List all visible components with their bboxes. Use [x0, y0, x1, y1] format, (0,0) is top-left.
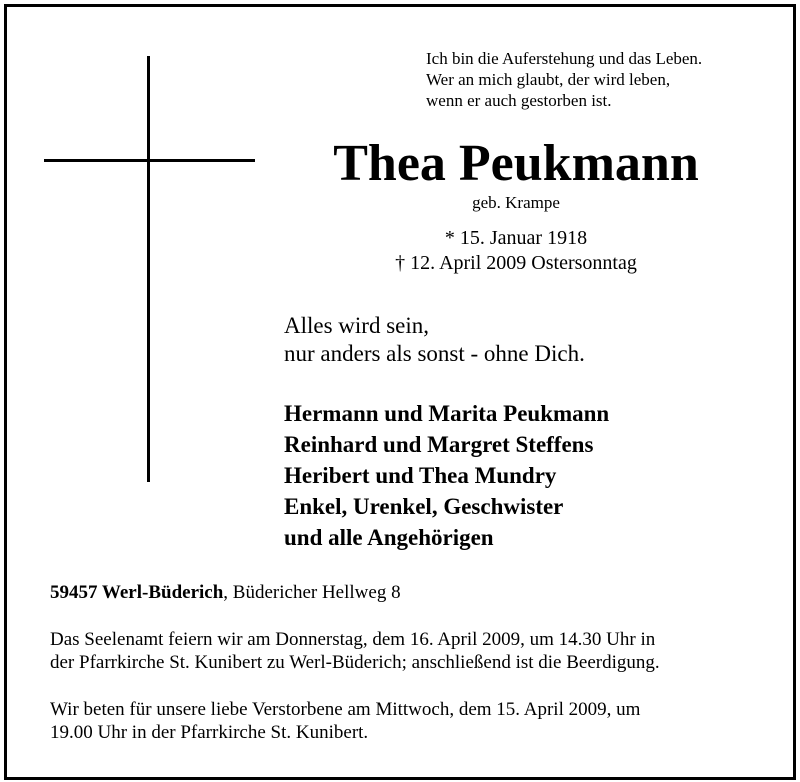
cross-horizontal-bar: [44, 159, 255, 162]
birth-date: * 15. Januar 1918: [444, 227, 588, 249]
notice-line: Wir beten für unsere liebe Verstorbene am Mittwoch, dem 15. April 2009, um: [50, 699, 641, 720]
cross-vertical-bar: [147, 56, 150, 482]
address-street: , Büdericher Hellweg 8: [223, 582, 401, 603]
mourner-line: Reinhard und Margret Steffens: [284, 432, 594, 457]
notice-line: der Pfarrkirche St. Kunibert zu Werl-Büderich; anschließend ist die Beerdigung.: [50, 652, 660, 673]
notice-line: Das Seelenamt feiern wir am Donnerstag, dem 16. April 2009, um 14.30 Uhr in: [50, 629, 656, 650]
address: [50, 582, 401, 604]
notice-line: 19.00 Uhr in der Pfarrkirche St. Kunibert.: [50, 722, 369, 743]
death-date: † 12. April 2009 Ostersonntag: [395, 252, 637, 274]
poem-line: nur anders als sonst - ohne Dich.: [284, 341, 585, 366]
poem: [284, 312, 585, 368]
requiem-notice: [50, 628, 750, 674]
quote-line: wenn er auch gestorben ist.: [426, 91, 612, 110]
mourner-line: Enkel, Urenkel, Geschwister: [284, 494, 564, 519]
poem-line: Alles wird sein,: [284, 313, 430, 338]
quote-line: Ich bin die Auferstehung und das Leben.: [426, 49, 703, 68]
mourner-line: Heribert und Thea Mundry: [284, 463, 557, 488]
mourners-list: [284, 398, 609, 553]
prayer-notice: [50, 698, 750, 744]
birth-name: geb. Krampe: [472, 193, 560, 212]
address-city: 59457 Werl-Büderich: [50, 582, 224, 603]
bible-quote: [426, 48, 702, 111]
quote-line: Wer an mich glaubt, der wird leben,: [426, 70, 671, 89]
life-dates: [330, 226, 702, 276]
deceased-name: Thea Peukmann: [333, 135, 699, 192]
mourner-line: und alle Angehörigen: [284, 525, 494, 550]
mourner-line: Hermann und Marita Peukmann: [284, 401, 610, 426]
